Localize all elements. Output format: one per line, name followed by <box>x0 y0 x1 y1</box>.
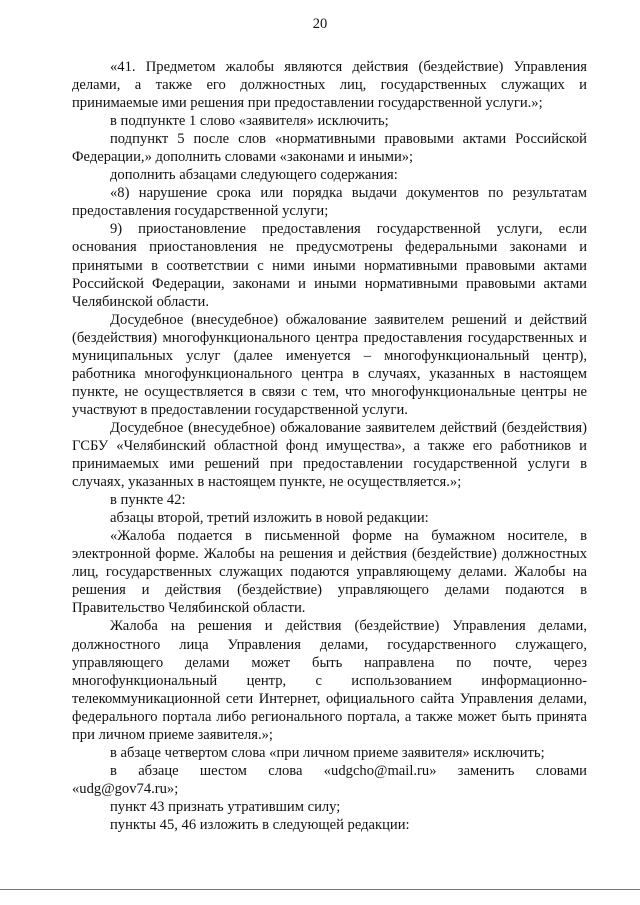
paragraph-subitem-1: в подпункте 1 слово «заявителя» исключить; <box>110 113 389 130</box>
document-body <box>72 58 587 834</box>
paragraph-fund-appeal: Досудебное (внесудебное) обжалование заявителем действий (бездействия) ГСБУ «Челябинский областной фонд имущества», а также его работников и принимаемых ими решений при предоставлении государственной услуги в случаях, указанных в настоящем пункте, не осуществляется.»; <box>72 419 587 491</box>
paragraph-point-43: пункт 43 признать утратившим силу; <box>110 798 341 815</box>
paragraph-subitem-5: подпункт 5 после слов «нормативными правовыми актами Российской Федерации,» дополнить словами «законами и иными»; <box>72 131 587 166</box>
paragraph-item-9: 9) приостановление предоставления государственной услуги, если основания приостановления не предусмотрены федеральными законами и принятыми в соответствии с ними иными нормативными правовыми актами Российской Федерации, законами и иными нормативными правовыми актами Челябинской области. <box>72 221 587 310</box>
paragraph-complaint-channels: Жалоба на решения и действия (бездействие) Управления делами, должностного лица Управления делами, государственного служащего, управляющего делами может быть направлена по почте, через многофункциональный центр, с использованием информационно-телекоммуникационной сети Интернет, официального сайта Управления делами, федерального портала либо регионального портала, а также может быть принята при личном приеме заявителя.»; <box>72 618 587 743</box>
paragraph-mfc-appeal: Досудебное (внесудебное) обжалование заявителем решений и действий (бездействия) многофункционального центра предоставления государственных и муниципальных услуг (далее именуется – многофункциональный центр), работника многофункционального центра в случаях, указанных в настоящем пункте, не осуществляется в связи с тем, что многофункциональные центры не участвуют в предоставлении государственной услуги. <box>72 311 587 418</box>
paragraph-fourth-abzac: в абзаце четвертом слова «при личном приеме заявителя» исключить; <box>110 744 545 761</box>
paragraph-sixth-abzac: в абзаце шестом слова «udgcho@mail.ru» заменить словами «udg@gov74.ru»; <box>72 762 587 797</box>
bottom-divider <box>0 889 640 890</box>
paragraph-item-8: «8) нарушение срока или порядка выдачи документов по результатам предоставления государственной услуги; <box>72 185 587 220</box>
paragraph-new-edition: абзацы второй, третий изложить в новой редакции: <box>110 510 429 527</box>
paragraph-point-42: в пункте 42: <box>110 492 186 509</box>
paragraph-points-45-46: пункты 45, 46 изложить в следующей редакции: <box>110 816 410 833</box>
paragraph-41-subject: «41. Предметом жалобы являются действия (бездействие) Управления делами, а также его должностных лиц, государственных служащих и принимаемые ими решения при предоставлении государственной услуги.»; <box>72 59 587 112</box>
paragraph-add-intro: дополнить абзацами следующего содержания: <box>110 167 398 184</box>
page-number: 20 <box>312 16 328 32</box>
paragraph-complaint-form: «Жалоба подается в письменной форме на бумажном носителе, в электронной форме. Жалобы на решения и действия (бездействие) должностных лиц, государственных служащих подаются управляющему делами. Жалобы на решения и действия (бездействие) управляющего делами подаются в Правительство Челябинской области. <box>72 528 587 617</box>
